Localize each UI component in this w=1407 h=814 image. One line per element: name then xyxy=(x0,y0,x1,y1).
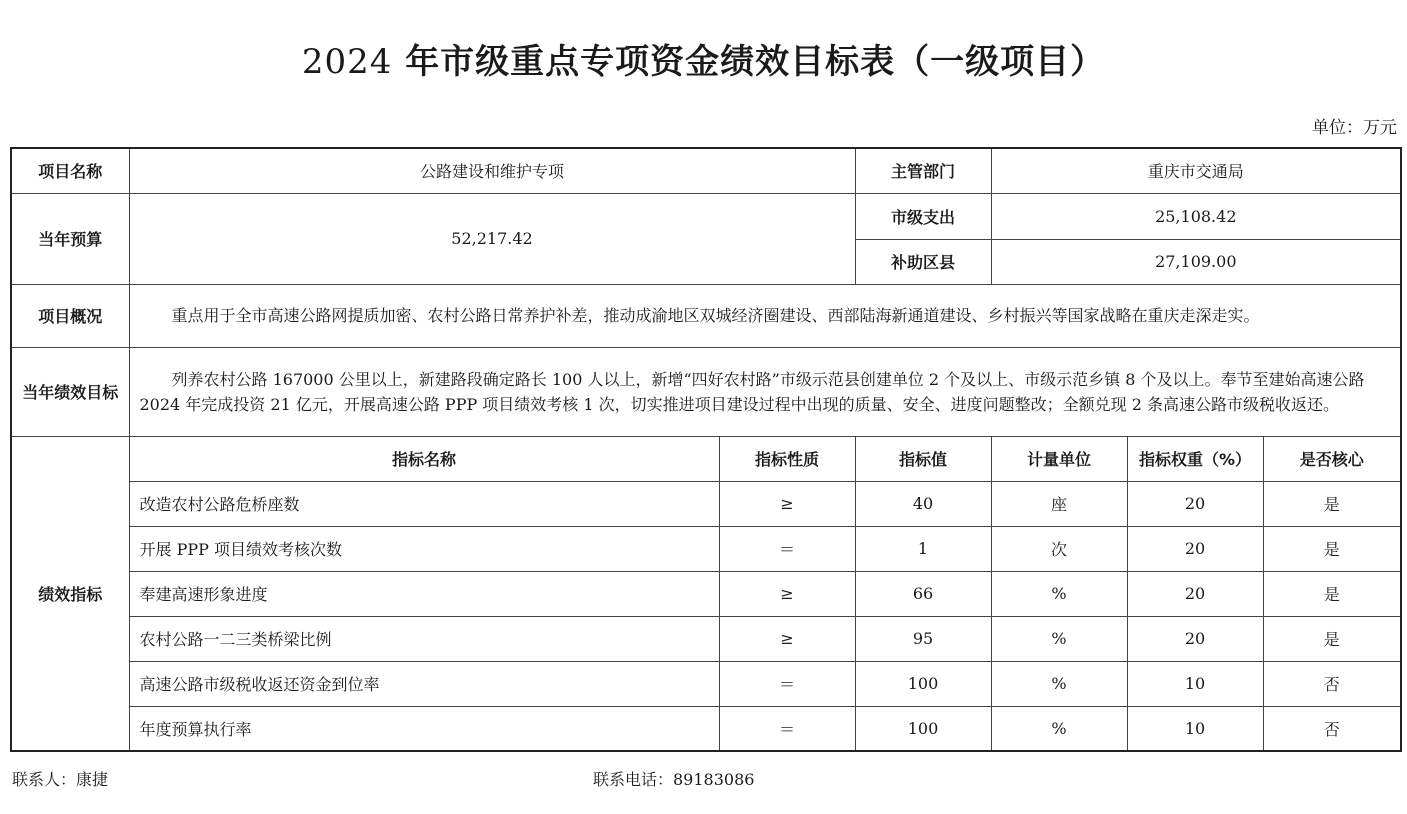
indicator-weight: 20 xyxy=(1127,571,1263,616)
header-weight: 指标权重（%） xyxy=(1127,436,1263,481)
indicator-unit: % xyxy=(991,616,1127,661)
budget-value: 52,217.42 xyxy=(129,193,855,284)
contact-person: 联系人：康捷 xyxy=(12,770,109,789)
indicator-value: 66 xyxy=(855,571,991,616)
indicator-core: 是 xyxy=(1263,571,1401,616)
page-title xyxy=(0,34,1407,83)
county-subsidy-value: 27,109.00 xyxy=(991,239,1401,284)
contact-phone: 联系电话：89183086 xyxy=(593,770,755,789)
indicator-unit: % xyxy=(991,706,1127,751)
table-row xyxy=(11,571,1401,616)
overview-text: 重点用于全市高速公路网提质加密、农村公路日常养护补差，推动成渝地区双城经济圈建设、西部陆海新通道建设、乡村振兴等国家战略在重庆走深走实。 xyxy=(129,284,1401,347)
indicator-name: 开展 PPP 项目绩效考核次数 xyxy=(129,526,719,571)
indicator-name: 高速公路市级税收返还资金到位率 xyxy=(129,661,719,706)
header-indicator-name: 指标名称 xyxy=(129,436,719,481)
header-core: 是否核心 xyxy=(1263,436,1401,481)
indicators-section-label: 绩效指标 xyxy=(11,436,129,751)
title-year: 2024 xyxy=(301,42,393,82)
indicator-core: 是 xyxy=(1263,526,1401,571)
indicator-unit: % xyxy=(991,571,1127,616)
indicator-value: 100 xyxy=(855,706,991,751)
dept-value: 重庆市交通局 xyxy=(991,148,1401,193)
title-text: 年市级重点专项资金绩效目标表（一级项目） xyxy=(405,42,1106,82)
indicator-value: 100 xyxy=(855,661,991,706)
city-spend-value: 25,108.42 xyxy=(991,193,1401,239)
indicator-weight: 20 xyxy=(1127,526,1263,571)
indicator-type: ≥ xyxy=(719,571,855,616)
annual-goal-label: 当年绩效目标 xyxy=(11,347,129,436)
project-name-label: 项目名称 xyxy=(11,148,129,193)
indicator-core: 是 xyxy=(1263,616,1401,661)
dept-label: 主管部门 xyxy=(855,148,991,193)
indicator-type: ＝ xyxy=(719,706,855,751)
table-row xyxy=(11,481,1401,526)
performance-table xyxy=(10,147,1402,752)
indicator-unit: 次 xyxy=(991,526,1127,571)
indicator-value: 1 xyxy=(855,526,991,571)
indicator-unit: % xyxy=(991,661,1127,706)
county-subsidy-label: 补助区县 xyxy=(855,239,991,284)
project-name-value: 公路建设和维护专项 xyxy=(129,148,855,193)
indicator-weight: 10 xyxy=(1127,661,1263,706)
indicator-value: 95 xyxy=(855,616,991,661)
overview-label: 项目概况 xyxy=(11,284,129,347)
header-indicator-value: 指标值 xyxy=(855,436,991,481)
indicator-value: 40 xyxy=(855,481,991,526)
indicator-type: ＝ xyxy=(719,526,855,571)
indicator-weight: 20 xyxy=(1127,481,1263,526)
indicator-type: ≥ xyxy=(719,481,855,526)
indicator-name: 年度预算执行率 xyxy=(129,706,719,751)
annual-goal-text: 列养农村公路 167000 公里以上，新建路段确定路长 100 人以上，新增“四好农村路”市级示范县创建单位 2 个及以上、市级示范乡镇 8 个及以上。奉节至建始高速公路 2024 年完成投资 21 亿元，开展高速公路 PPP 项目绩效考核 1 次，切实推进项目建设过程中出现的质量、安全、进度问题整改；全额兑现 2 条高速公路市级税收返还。 xyxy=(129,347,1401,436)
indicator-type: ＝ xyxy=(719,661,855,706)
indicator-core: 否 xyxy=(1263,706,1401,751)
header-indicator-type: 指标性质 xyxy=(719,436,855,481)
city-spend-label: 市级支出 xyxy=(855,193,991,239)
indicator-core: 否 xyxy=(1263,661,1401,706)
indicator-weight: 20 xyxy=(1127,616,1263,661)
indicator-weight: 10 xyxy=(1127,706,1263,751)
indicator-name: 农村公路一二三类桥梁比例 xyxy=(129,616,719,661)
table-row xyxy=(11,661,1401,706)
indicator-core: 是 xyxy=(1263,481,1401,526)
table-row xyxy=(11,706,1401,751)
table-row xyxy=(11,526,1401,571)
table-row xyxy=(11,616,1401,661)
indicator-name: 改造农村公路危桥座数 xyxy=(129,481,719,526)
header-unit: 计量单位 xyxy=(991,436,1127,481)
indicator-unit: 座 xyxy=(991,481,1127,526)
unit-label: 单位：万元 xyxy=(1312,118,1397,138)
indicator-type: ≥ xyxy=(719,616,855,661)
indicator-name: 奉建高速形象进度 xyxy=(129,571,719,616)
budget-label: 当年预算 xyxy=(11,193,129,284)
